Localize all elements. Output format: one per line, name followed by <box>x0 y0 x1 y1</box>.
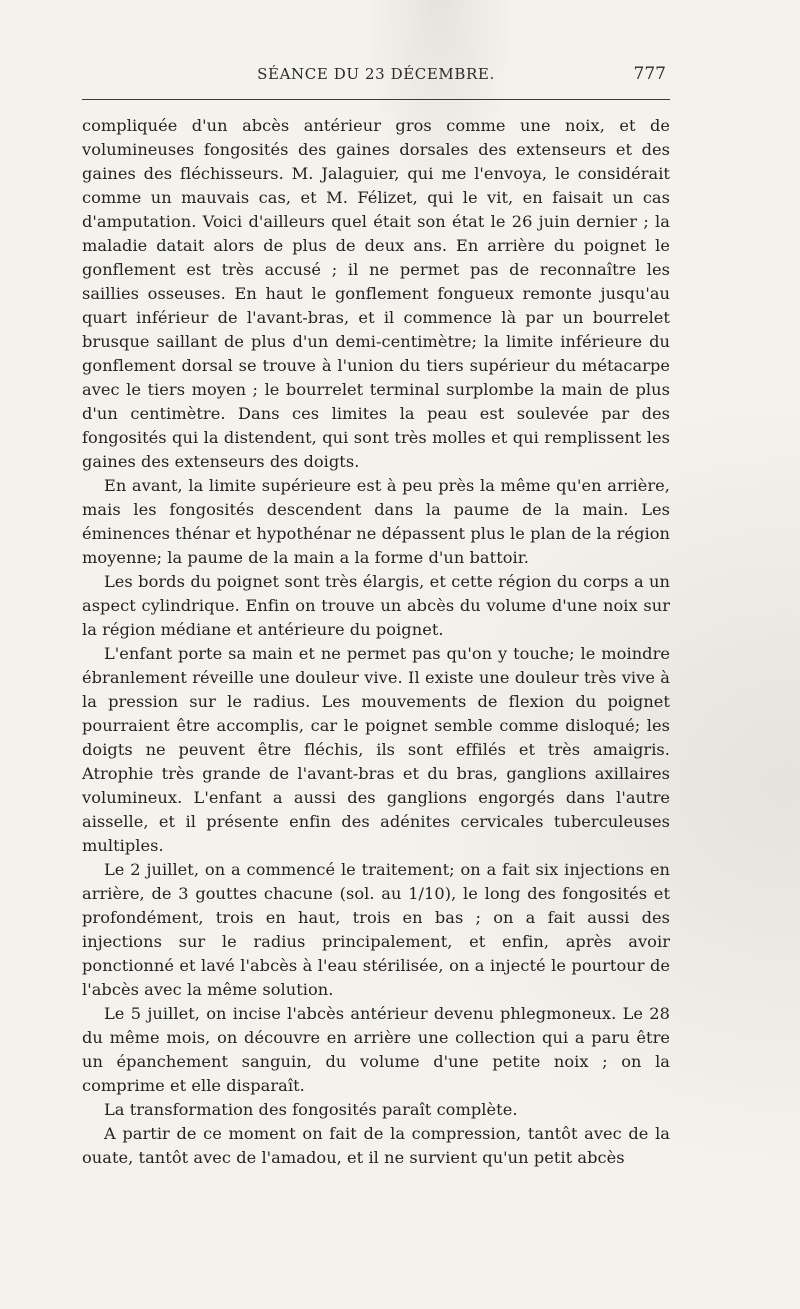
header-rule <box>82 99 670 100</box>
running-title: SÉANCE DU 23 DÉCEMBRE. <box>257 65 495 83</box>
body-text <box>82 114 670 1170</box>
paragraph: En avant, la limite supérieure est à peu près la même qu'en arrière, mais les fongosités descendent dans la paume de la main. Les éminences thénar et hypothénar ne dépassent plus le plan de la région moyenne; la paume de la main a la forme d'un battoir. <box>82 476 670 567</box>
paragraph: Le 2 juillet, on a commencé le traitement; on a fait six injections en arrière, de 3 gouttes chacune (sol. au 1/10), le long des fongosités et profondément, trois en haut, trois en bas ; on a fait aussi des injections sur le radius principalement, et enfin, après avoir ponctionné et lavé l'abcès à l'eau stérilisée, on a injecté le pourtour de l'abcès avec la même solution. <box>82 860 670 999</box>
paragraph: compliquée d'un abcès antérieur gros comme une noix, et de volumineuses fongosités des gaines dorsales des extenseurs et des gaines des fléchisseurs. M. Jalaguier, qui me l'envoya, le considérait comme un mauvais cas, et M. Félizet, qui le vit, en faisait un cas d'amputation. Voici d'ailleurs quel était son état le 26 juin dernier ; la maladie datait alors de plus de deux ans. En arrière du poignet le gonflement est très accusé ; il ne permet pas de reconnaître les saillies osseuses. En haut le gonflement fongueux remonte jusqu'au quart inférieur de l'avant-bras, et il commence là par un bourrelet brusque saillant de plus d'un demi-centimètre; la limite inférieure du gonflement dorsal se trouve à l'union du tiers supérieur du métacarpe avec le tiers moyen ; le bourrelet terminal surplombe la main de plus d'un centimètre. Dans ces limites la peau est soulevée par des fongosités qui la distendent, qui sont très molles et qui remplissent les gaines des extenseurs des doigts. <box>82 116 670 471</box>
page-header <box>82 63 670 95</box>
paragraph: Les bords du poignet sont très élargis, et cette région du corps a un aspect cylindrique. Enfin on trouve un abcès du volume d'une noix sur la région médiane et antérieure du poignet. <box>82 572 670 639</box>
page-number: 777 <box>633 64 666 84</box>
paragraph: A partir de ce moment on fait de la compression, tantôt avec de la ouate, tantôt avec de l'amadou, et il ne survient qu'un petit abcès <box>82 1124 670 1167</box>
paragraph: La transformation des fongosités paraît complète. <box>104 1100 518 1119</box>
paragraph: L'enfant porte sa main et ne permet pas qu'on y touche; le moindre ébranlement réveille une douleur vive. Il existe une douleur très vive à la pression sur le radius. Les mouvements de flexion du poignet pourraient être accomplis, car le poignet semble comme disloqué; les doigts ne peuvent être fléchis, ils sont effilés et très amaigris. Atrophie très grande de l'avant-bras et du bras, ganglions axillaires volumineux. L'enfant a aussi des ganglions engorgés dans l'autre aisselle, et il présente enfin des adénites cervicales tuberculeuses multiples. <box>82 644 670 855</box>
paragraph: Le 5 juillet, on incise l'abcès antérieur devenu phlegmoneux. Le 28 du même mois, on découvre en arrière une collection qui a paru être un épanchement sanguin, du volume d'une petite noix ; on la comprime et elle disparaît. <box>82 1004 670 1095</box>
